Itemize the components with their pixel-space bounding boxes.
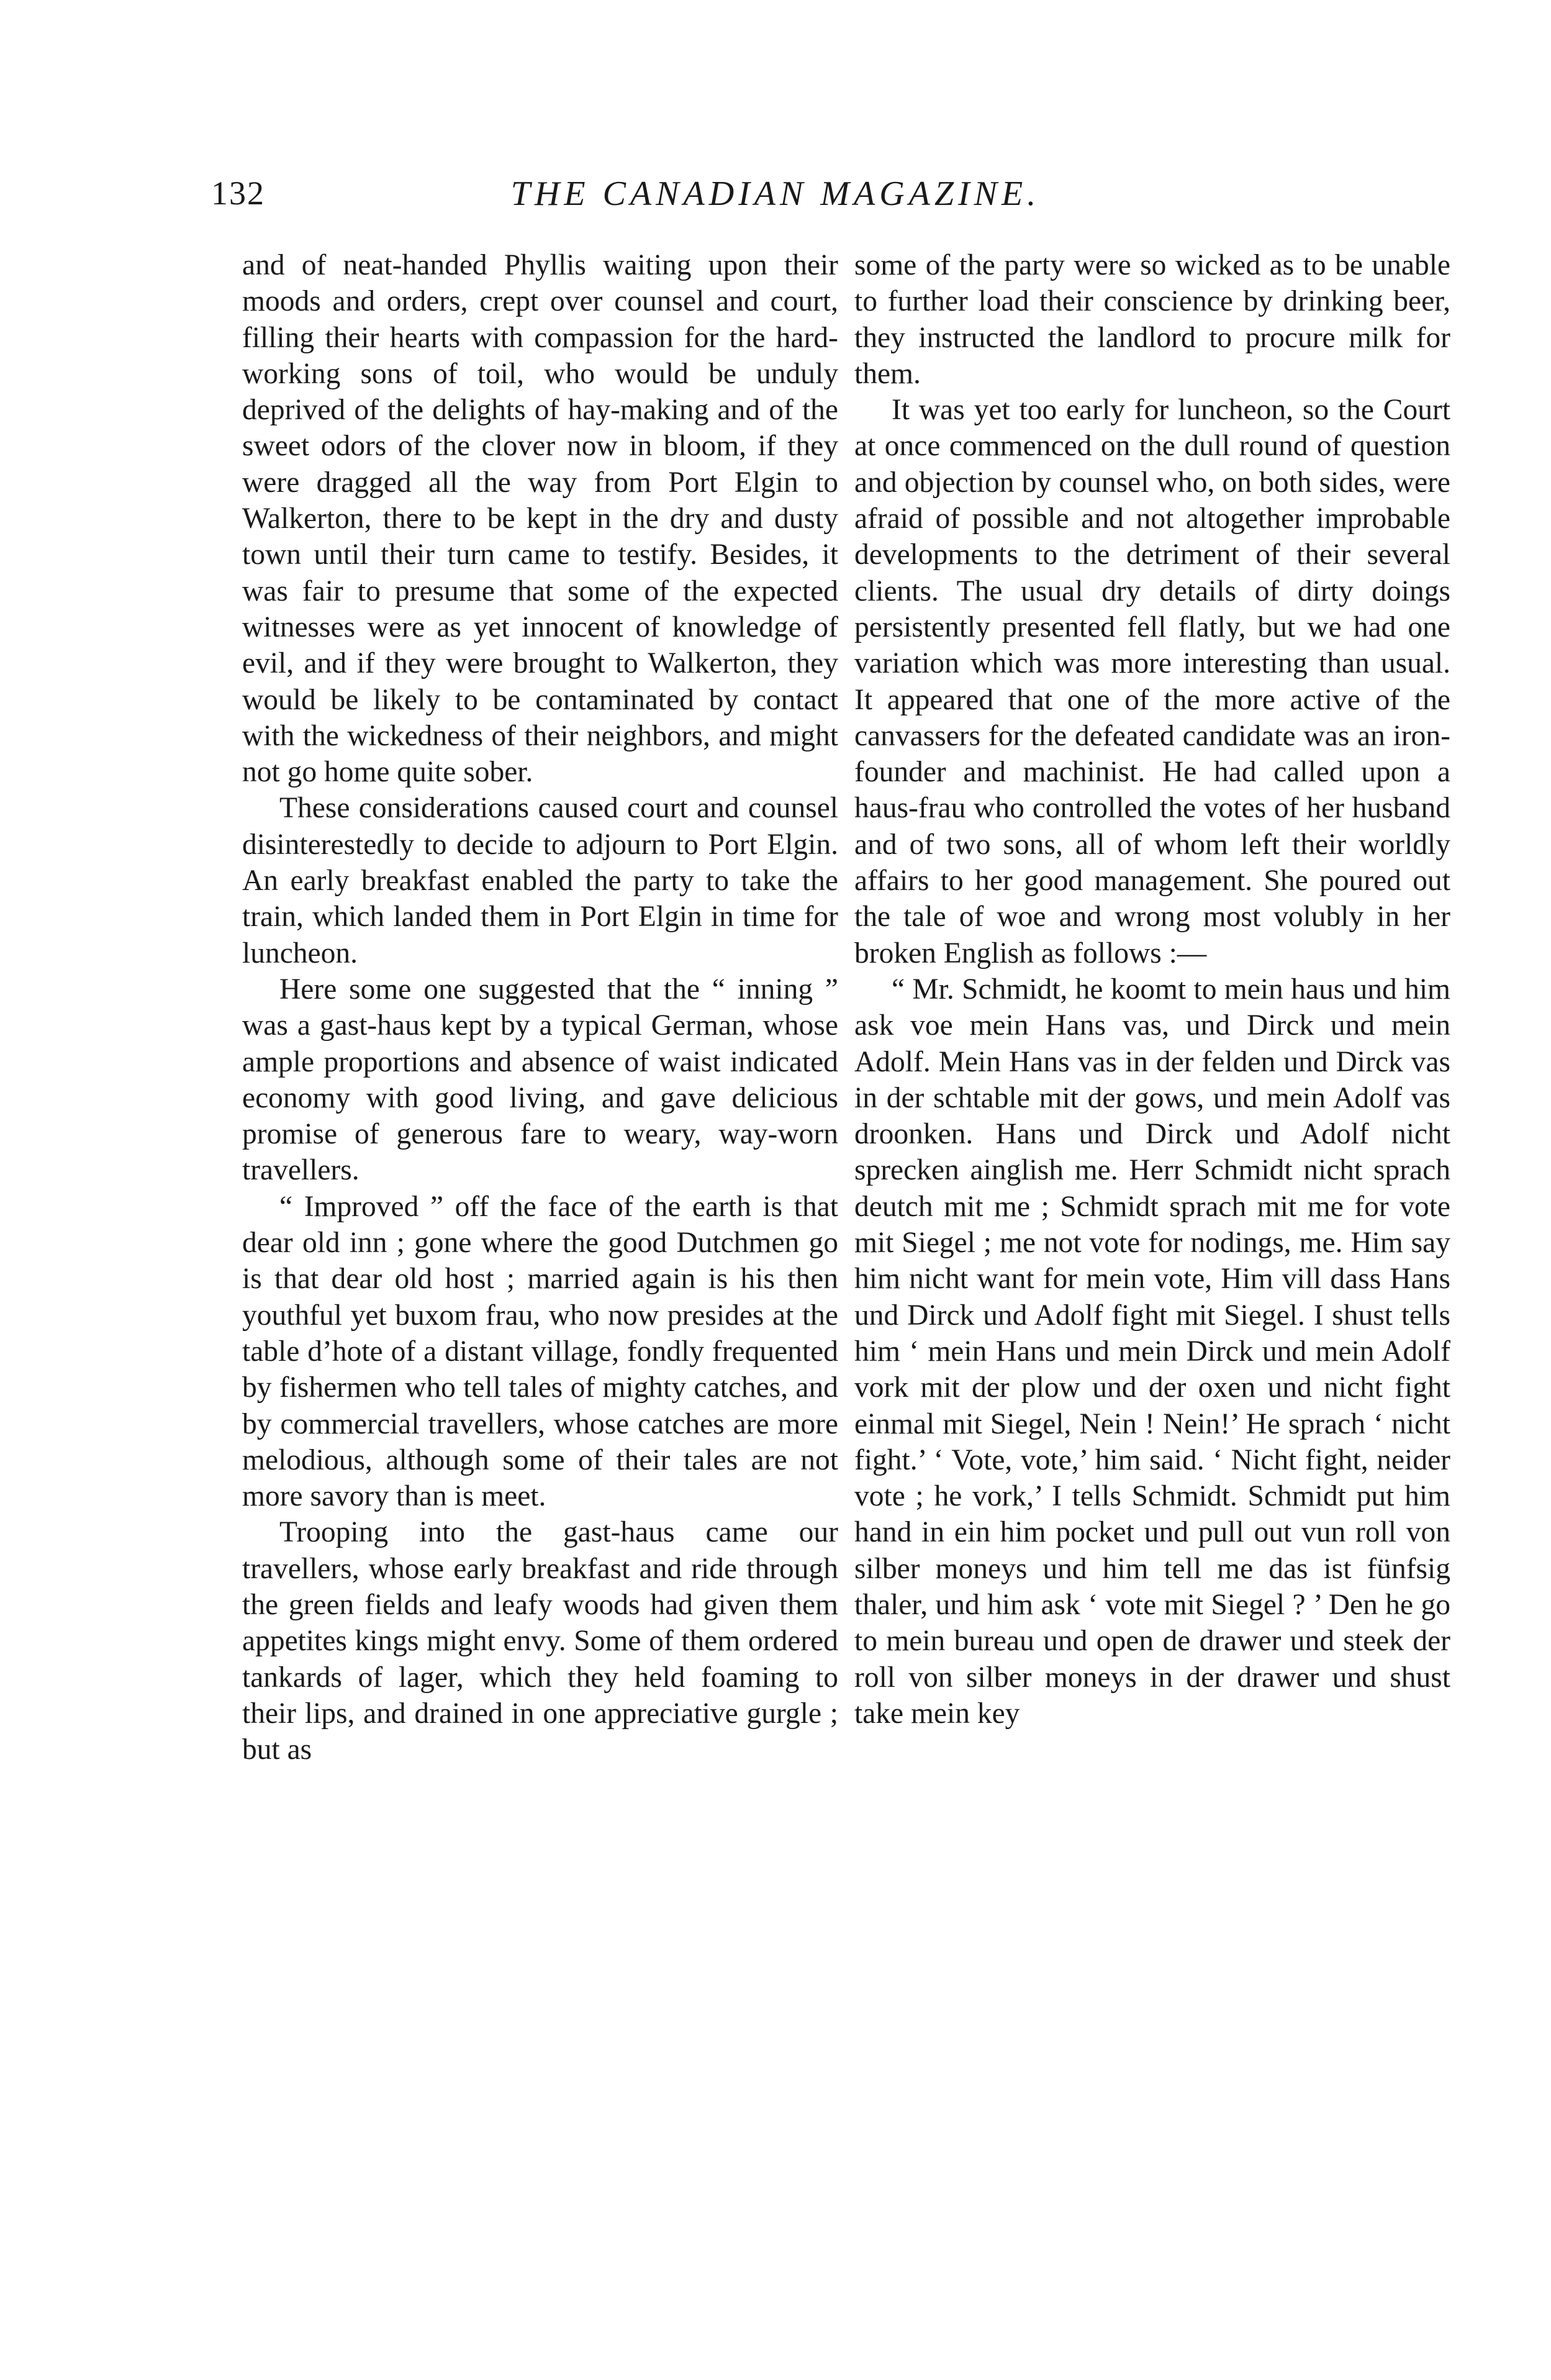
paragraph: “ Improved ” off the face of the earth is that dear old inn ; gone where the good Dutchmen go is that dear old host ; married again is his then youthful yet buxom frau, who now presides at the table d’hote of a distant village, fondly frequented by fishermen who tell tales of mighty catches, and by commercial travellers, whose catches are more melodious, although some of their tales are not more savory than is meet. xyxy=(242,1190,838,1513)
page-number: 132 xyxy=(211,175,265,212)
page-header xyxy=(0,163,1551,219)
running-head: THE CANADIAN MAGAZINE. xyxy=(510,175,1041,213)
paragraph: These considerations caused court and counsel disinterestedly to decide to adjourn to Port Elgin. An early breakfast enabled the party to take the train, which landed them in Port Elgin in time for luncheon. xyxy=(242,792,838,970)
paragraph: It was yet too early for luncheon, so the Court at once commenced on the dull round of question and objection by counsel who, on both sides, were afraid of possible and not altogether improbable developments to the detriment of their several clients. The usual dry details of dirty doings persistently presented fell flatly, but we had one variation which was more interesting than usual. It appeared that one of the more active of the canvassers for the defeated candidate was an iron-founder and machinist. He had called upon a haus-frau who controlled the votes of her husband and of two sons, all of whom left their worldly affairs to her good management. She poured out the tale of woe and wrong most volubly in her broken English as follows :— xyxy=(854,394,1450,970)
paragraph: Here some one suggested that the “ inning ” was a gast-haus kept by a typical German, whose ample proportions and absence of waist indicated economy with good living, and gave delicious promise of generous fare to weary, way-worn travellers. xyxy=(242,973,838,1187)
right-column xyxy=(854,247,1450,1732)
paragraph: some of the party were so wicked as to be unable to further load their conscience by drinking beer, they instructed the landlord to procure milk for them. xyxy=(854,249,1450,390)
paragraph: and of neat-handed Phyllis waiting upon their moods and orders, crept over counsel and court, filling their hearts with compassion for the hard-working sons of toil, who would be unduly deprived of the delights of hay-making and of the sweet odors of the clover now in bloom, if they were dragged all the way from Port Elgin to Walkerton, there to be kept in the dry and dusty town until their turn came to testify. Besides, it was fair to presume that some of the expected witnesses were as yet innocent of knowledge of evil, and if they were brought to Walkerton, they would be likely to be contaminated by contact with the wickedness of their neighbors, and might not go home quite sober. xyxy=(242,249,838,789)
left-column xyxy=(242,247,838,1768)
paragraph: “ Mr. Schmidt, he koomt to mein haus und him ask voe mein Hans vas, und Dirck und mein Adolf. Mein Hans vas in der felden und Dirck vas in der schtable mit der gows, und mein Adolf vas droonken. Hans und Dirck und Adolf nicht sprecken ainglish me. Herr Schmidt nicht sprach deutch mit me ; Schmidt sprach mit me for vote mit Siegel ; me not vote for nodings, me. Him say him nicht want for mein vote, Him vill dass Hans und Dirck und Adolf fight mit Siegel. I shust tells him ‘ mein Hans und mein Dirck und mein Adolf vork mit der plow und der oxen und nicht fight einmal mit Siegel, Nein ! Nein!’ He sprach ‘ nicht fight.’ ‘ Vote, vote,’ him said. ‘ Nicht fight, neider vote ; he vork,’ I tells Schmidt. Schmidt put him hand in ein him pocket und pull out vun roll von silber moneys und him tell me das ist fünfsig thaler, und him ask ‘ vote mit Siegel ? ’ Den he go to mein bureau und open de drawer und steek der roll von silber moneys in der drawer und shust take mein key xyxy=(854,973,1450,1730)
paragraph: Trooping into the gast-haus came our travellers, whose early breakfast and ride through the green fields and leafy woods had given them appetites kings might envy. Some of them ordered tankards of lager, which they held foaming to their lips, and drained in one appreciative gurgle ; but as xyxy=(242,1516,838,1766)
